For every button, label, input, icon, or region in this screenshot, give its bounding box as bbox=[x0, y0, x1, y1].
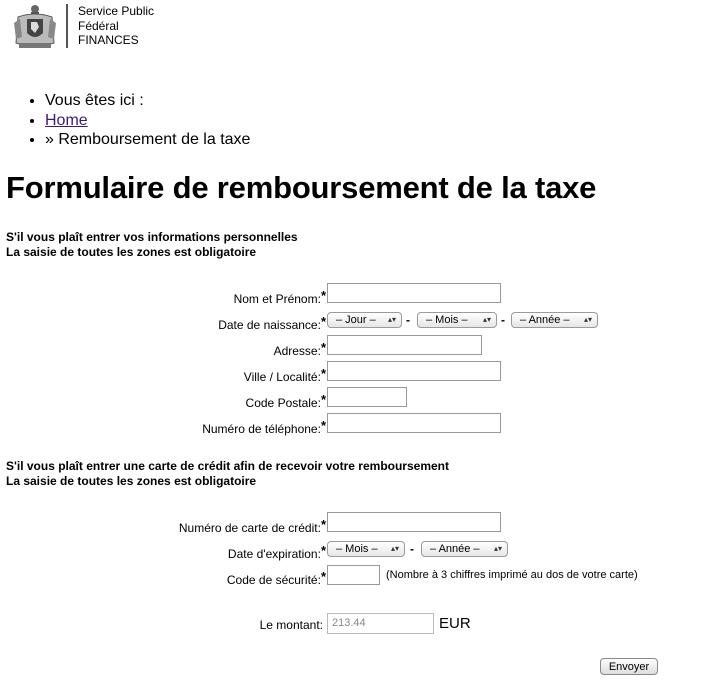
org-line-2: Fédéral bbox=[78, 18, 119, 33]
required-mark: * bbox=[320, 418, 326, 433]
card-info-instructions bbox=[6, 459, 449, 489]
amount-field: 213.44 bbox=[327, 613, 434, 634]
card-number-label-text: Numéro de carte de crédit: bbox=[178, 521, 321, 535]
chevron-updown-icon: ▴▾ bbox=[583, 315, 592, 324]
date-separator: - bbox=[406, 313, 410, 327]
expiry-year-value: – Année – bbox=[430, 543, 480, 555]
dob-year-value: – Année – bbox=[520, 314, 570, 326]
card-required-note: La saisie de toutes les zones est obligatoire bbox=[6, 474, 257, 488]
required-mark: * bbox=[320, 517, 326, 532]
chevron-updown-icon: ▴▾ bbox=[493, 544, 502, 553]
phone-label bbox=[202, 418, 326, 436]
address-input[interactable] bbox=[327, 335, 482, 355]
required-mark: * bbox=[320, 340, 326, 355]
card-info-note: S'il vous plaît entrer une carte de crédit afin de recevoir votre remboursement bbox=[6, 459, 449, 473]
personal-required-note: La saisie de toutes les zones est obligatoire bbox=[6, 245, 257, 259]
chevron-updown-icon: ▴▾ bbox=[390, 544, 399, 553]
chevron-updown-icon: ▴▾ bbox=[387, 315, 396, 324]
postal-code-input[interactable] bbox=[327, 387, 407, 407]
name-label-text: Nom et Prénom: bbox=[233, 292, 321, 306]
currency-label: EUR bbox=[439, 615, 471, 632]
required-mark: * bbox=[320, 543, 326, 558]
submit-button[interactable]: Envoyer bbox=[600, 658, 658, 675]
page-title: Formulaire de remboursement de la taxe bbox=[6, 170, 597, 205]
city-label bbox=[244, 366, 326, 384]
required-mark: * bbox=[320, 314, 326, 329]
required-mark: * bbox=[320, 366, 326, 381]
dob-month-select[interactable] bbox=[417, 312, 497, 328]
personal-info-instructions bbox=[6, 230, 298, 260]
postal-code-label-text: Code Postale: bbox=[245, 396, 321, 410]
amount-label: Le montant: bbox=[259, 618, 323, 632]
security-code-label-text: Code de sécurité: bbox=[226, 573, 321, 587]
personal-info-note: S'il vous plaît entrer vos informations personnelles bbox=[6, 230, 298, 244]
city-input[interactable] bbox=[327, 361, 501, 381]
card-number-label bbox=[179, 517, 326, 535]
expiry-label bbox=[228, 543, 326, 561]
name-input[interactable] bbox=[327, 283, 501, 303]
date-separator: - bbox=[501, 313, 505, 327]
address-label bbox=[274, 340, 326, 358]
city-label-text: Ville / Localité: bbox=[243, 370, 321, 384]
home-link[interactable]: Home bbox=[45, 111, 88, 129]
breadcrumb-current: • » Remboursement de la taxe bbox=[45, 130, 250, 150]
date-separator: - bbox=[410, 542, 414, 556]
required-mark: * bbox=[320, 288, 326, 303]
postal-code-label bbox=[246, 392, 326, 410]
expiry-label-text: Date d'expiration: bbox=[227, 547, 321, 561]
org-line-3: FINANCES bbox=[78, 33, 139, 47]
breadcrumb-item-home bbox=[45, 111, 250, 131]
chevron-updown-icon: ▴▾ bbox=[482, 315, 491, 324]
security-code-input[interactable] bbox=[327, 565, 380, 585]
dob-label-text: Date de naissance: bbox=[218, 318, 321, 332]
breadcrumb-intro: • Vous êtes ici : bbox=[45, 91, 250, 111]
header-divider bbox=[66, 4, 68, 48]
card-number-input[interactable] bbox=[327, 512, 501, 532]
required-mark: * bbox=[320, 569, 326, 584]
address-label-text: Adresse: bbox=[273, 344, 321, 358]
expiry-month-value: – Mois – bbox=[336, 543, 378, 555]
dob-year-select[interactable] bbox=[511, 312, 598, 328]
dob-month-value: – Mois – bbox=[426, 314, 468, 326]
expiry-year-select[interactable] bbox=[421, 541, 508, 557]
required-mark: * bbox=[320, 392, 326, 407]
phone-label-text: Numéro de téléphone: bbox=[202, 422, 321, 436]
breadcrumb bbox=[27, 91, 250, 150]
name-label bbox=[234, 288, 326, 306]
dob-day-select[interactable] bbox=[327, 312, 402, 328]
security-code-hint: (Nombre à 3 chiffres imprimé au dos de votre carte) bbox=[386, 569, 638, 581]
organization-name bbox=[78, 4, 154, 48]
dob-label bbox=[218, 314, 326, 332]
dob-day-value: – Jour – bbox=[336, 314, 376, 326]
belgian-coat-of-arms-logo bbox=[10, 3, 60, 51]
security-code-label bbox=[227, 569, 326, 587]
org-line-1: Service Public bbox=[78, 4, 155, 18]
expiry-month-select[interactable] bbox=[327, 541, 405, 557]
phone-input[interactable] bbox=[327, 413, 501, 433]
